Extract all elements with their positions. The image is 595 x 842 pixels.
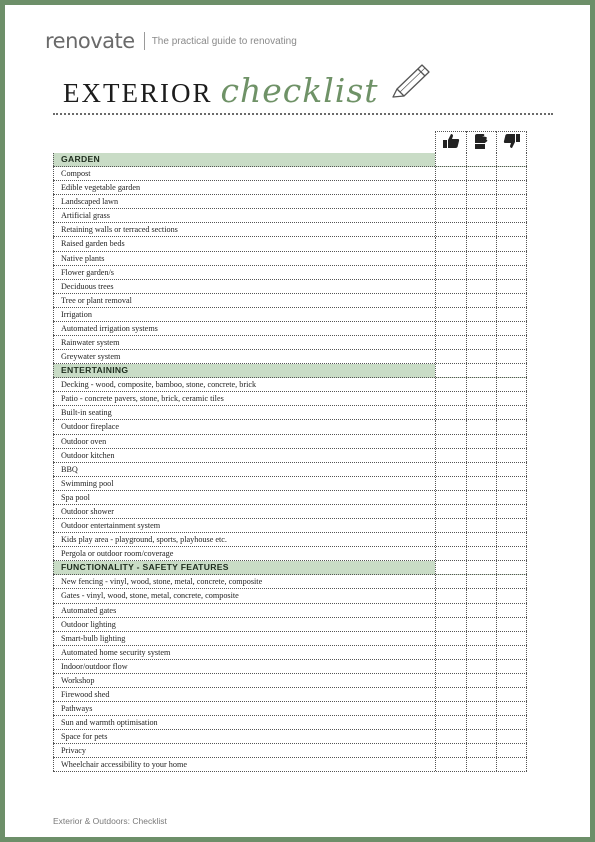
checklist-item-label: Swimming pool xyxy=(53,477,435,490)
thumbs-sideways-icon xyxy=(466,130,496,152)
checklist-row xyxy=(53,322,527,336)
rating-cell-yes[interactable] xyxy=(435,744,466,757)
rating-cell-maybe[interactable] xyxy=(466,491,497,504)
rating-cell-yes[interactable] xyxy=(435,618,466,631)
section-title: FUNCTIONALITY - SAFETY FEATURES xyxy=(53,561,435,574)
thumbs-down-icon xyxy=(497,130,527,152)
thumbs-up-icon xyxy=(436,130,466,152)
checklist-item-label: Automated irrigation systems xyxy=(53,322,435,335)
rating-cell-maybe[interactable] xyxy=(466,209,497,222)
rating-cell-no[interactable] xyxy=(496,167,527,180)
section-header xyxy=(53,364,527,378)
checklist-row xyxy=(53,716,527,730)
rating-cell-yes[interactable] xyxy=(435,181,466,194)
checklist-item-label: Edible vegetable garden xyxy=(53,181,435,194)
rating-cell-no[interactable] xyxy=(496,688,527,701)
checklist-item-label: Greywater system xyxy=(53,350,435,363)
rating-cell-maybe[interactable] xyxy=(466,392,497,405)
rating-cell-no[interactable] xyxy=(496,392,527,405)
rating-cell-maybe[interactable] xyxy=(466,688,497,701)
checklist-item-label: Kids play area - playground, sports, playhouse etc. xyxy=(53,533,435,546)
rating-cell-yes[interactable] xyxy=(435,336,466,349)
rating-cell-yes[interactable] xyxy=(435,350,466,363)
rating-cell-no[interactable] xyxy=(496,308,527,321)
checklist-row xyxy=(53,463,527,477)
rating-cell-no[interactable] xyxy=(496,632,527,645)
rating-cell-no[interactable] xyxy=(496,547,527,560)
rating-cell-maybe[interactable] xyxy=(466,449,497,462)
pencil-icon xyxy=(389,59,435,99)
rating-cell-yes[interactable] xyxy=(435,463,466,476)
rating-cell-maybe[interactable] xyxy=(466,547,497,560)
checklist-item-label: Outdoor entertainment system xyxy=(53,519,435,532)
rating-cell-no[interactable] xyxy=(496,758,527,771)
checklist-item-label: Pathways xyxy=(53,702,435,715)
checklist-item-label: Compost xyxy=(53,167,435,180)
rating-cell-no[interactable] xyxy=(496,589,527,602)
rating-cell-yes[interactable] xyxy=(435,688,466,701)
checklist-row xyxy=(53,435,527,449)
rating-cell-no[interactable] xyxy=(496,280,527,293)
section-blank-cell xyxy=(496,364,527,377)
checklist-item-label: Rainwater system xyxy=(53,336,435,349)
rating-cell-yes[interactable] xyxy=(435,477,466,490)
rating-cell-maybe[interactable] xyxy=(466,167,497,180)
section-blank-cell xyxy=(435,153,466,166)
rating-cell-yes[interactable] xyxy=(435,646,466,659)
rating-cell-yes[interactable] xyxy=(435,322,466,335)
rating-cell-yes[interactable] xyxy=(435,547,466,560)
checklist-item-label: Workshop xyxy=(53,674,435,687)
rating-cell-maybe[interactable] xyxy=(466,336,497,349)
checklist-item-label: Irrigation xyxy=(53,308,435,321)
checklist-row xyxy=(53,294,527,308)
rating-cell-no[interactable] xyxy=(496,266,527,279)
section-blank-cell xyxy=(466,153,497,166)
checklist-item-label: Automated home security system xyxy=(53,646,435,659)
rating-cell-yes[interactable] xyxy=(435,660,466,673)
checklist-item-label: Privacy xyxy=(53,744,435,757)
checklist-row xyxy=(53,660,527,674)
checklist-item-label: Pergola or outdoor room/coverage xyxy=(53,547,435,560)
rating-cell-maybe[interactable] xyxy=(466,435,497,448)
brand-divider xyxy=(144,32,145,50)
checklist-item-label: BBQ xyxy=(53,463,435,476)
rating-cell-no[interactable] xyxy=(496,294,527,307)
checklist-row xyxy=(53,237,527,251)
checklist-item-label: Deciduous trees xyxy=(53,280,435,293)
rating-cell-no[interactable] xyxy=(496,435,527,448)
rating-cell-maybe[interactable] xyxy=(466,181,497,194)
rating-cell-yes[interactable] xyxy=(435,533,466,546)
checklist-item-label: Tree or plant removal xyxy=(53,294,435,307)
rating-cell-yes[interactable] xyxy=(435,702,466,715)
checklist-row xyxy=(53,420,527,434)
checklist-row xyxy=(53,491,527,505)
rating-cell-yes[interactable] xyxy=(435,195,466,208)
rating-cell-yes[interactable] xyxy=(435,435,466,448)
rating-cell-yes[interactable] xyxy=(435,758,466,771)
rating-cell-maybe[interactable] xyxy=(466,533,497,546)
checklist-row xyxy=(53,252,527,266)
checklist-row xyxy=(53,392,527,406)
rating-cell-maybe[interactable] xyxy=(466,702,497,715)
checklist-row xyxy=(53,195,527,209)
rating-cell-yes[interactable] xyxy=(435,674,466,687)
checklist-row xyxy=(53,674,527,688)
checklist-item-label: Indoor/outdoor flow xyxy=(53,660,435,673)
rating-cell-no[interactable] xyxy=(496,477,527,490)
rating-cell-maybe[interactable] xyxy=(466,646,497,659)
rating-cell-no[interactable] xyxy=(496,252,527,265)
rating-cell-no[interactable] xyxy=(496,181,527,194)
rating-cell-no[interactable] xyxy=(496,716,527,729)
rating-cell-maybe[interactable] xyxy=(466,322,497,335)
rating-cell-no[interactable] xyxy=(496,195,527,208)
checklist-item-label: Outdoor lighting xyxy=(53,618,435,631)
rating-cell-maybe[interactable] xyxy=(466,237,497,250)
rating-cell-no[interactable] xyxy=(496,505,527,518)
rating-cell-maybe[interactable] xyxy=(466,266,497,279)
checklist-row xyxy=(53,223,527,237)
rating-cell-no[interactable] xyxy=(496,744,527,757)
checklist-row xyxy=(53,181,527,195)
checklist-row xyxy=(53,547,527,561)
rating-cell-maybe[interactable] xyxy=(466,294,497,307)
rating-cell-yes[interactable] xyxy=(435,449,466,462)
checklist-item-label: Outdoor oven xyxy=(53,435,435,448)
rating-cell-maybe[interactable] xyxy=(466,716,497,729)
checklist-row xyxy=(53,589,527,603)
section-title: GARDEN xyxy=(53,153,435,166)
rating-cell-maybe[interactable] xyxy=(466,744,497,757)
rating-cell-no[interactable] xyxy=(496,491,527,504)
section-blank-cell xyxy=(435,561,466,574)
section-header xyxy=(53,153,527,167)
rating-cell-yes[interactable] xyxy=(435,266,466,279)
rating-cell-no[interactable] xyxy=(496,702,527,715)
rating-cell-no[interactable] xyxy=(496,519,527,532)
checklist-item-label: Flower garden/s xyxy=(53,266,435,279)
rating-cell-no[interactable] xyxy=(496,646,527,659)
checklist-item-label: Decking - wood, composite, bamboo, stone, concrete, brick xyxy=(53,378,435,391)
brand-header xyxy=(45,29,297,53)
section-blank-cell xyxy=(496,153,527,166)
rating-cell-no[interactable] xyxy=(496,604,527,617)
checklist-row xyxy=(53,533,527,547)
brand-tagline: The practical guide to renovating xyxy=(151,35,297,47)
title-script: checklist xyxy=(220,71,379,110)
rating-cell-maybe[interactable] xyxy=(466,477,497,490)
rating-cell-no[interactable] xyxy=(496,378,527,391)
checklist-row xyxy=(53,477,527,491)
rating-cell-maybe[interactable] xyxy=(466,195,497,208)
checklist-item-label: Smart-bulb lighting xyxy=(53,632,435,645)
rating-cell-no[interactable] xyxy=(496,618,527,631)
checklist-row xyxy=(53,730,527,744)
rating-cell-no[interactable] xyxy=(496,223,527,236)
checklist-item-label: Landscaped lawn xyxy=(53,195,435,208)
checklist-row xyxy=(53,618,527,632)
checklist-row xyxy=(53,505,527,519)
checklist-item-label: Spa pool xyxy=(53,491,435,504)
checklist-row xyxy=(53,336,527,350)
checklist-row xyxy=(53,449,527,463)
checklist-row xyxy=(53,702,527,716)
checklist-row xyxy=(53,604,527,618)
rating-cell-yes[interactable] xyxy=(435,378,466,391)
rating-cell-yes[interactable] xyxy=(435,604,466,617)
checklist-item-label: Space for pets xyxy=(53,730,435,743)
rating-cell-maybe[interactable] xyxy=(466,280,497,293)
rating-cell-yes[interactable] xyxy=(435,406,466,419)
checklist-item-label: Outdoor shower xyxy=(53,505,435,518)
checklist-row xyxy=(53,406,527,420)
title-divider xyxy=(53,113,553,115)
rating-cell-no[interactable] xyxy=(496,420,527,433)
rating-cell-maybe[interactable] xyxy=(466,758,497,771)
rating-cell-yes[interactable] xyxy=(435,491,466,504)
rating-cell-no[interactable] xyxy=(496,533,527,546)
rating-cell-yes[interactable] xyxy=(435,505,466,518)
checklist-item-label: Retaining walls or terraced sections xyxy=(53,223,435,236)
checklist-item-label: Patio - concrete pavers, stone, brick, ceramic tiles xyxy=(53,392,435,405)
checklist-table xyxy=(53,153,527,772)
rating-cell-no[interactable] xyxy=(496,350,527,363)
rating-cell-maybe[interactable] xyxy=(466,660,497,673)
rating-cell-no[interactable] xyxy=(496,730,527,743)
rating-cell-yes[interactable] xyxy=(435,237,466,250)
rating-cell-yes[interactable] xyxy=(435,716,466,729)
rating-cell-maybe[interactable] xyxy=(466,589,497,602)
checklist-item-label: Artificial grass xyxy=(53,209,435,222)
rating-cell-maybe[interactable] xyxy=(466,730,497,743)
checklist-row xyxy=(53,758,527,772)
rating-cell-no[interactable] xyxy=(496,449,527,462)
brand-logo: renovate xyxy=(45,29,135,53)
rating-cell-maybe[interactable] xyxy=(466,420,497,433)
rating-cell-yes[interactable] xyxy=(435,308,466,321)
checklist-item-label: Outdoor kitchen xyxy=(53,449,435,462)
checklist-row xyxy=(53,280,527,294)
checklist-item-label: Native plants xyxy=(53,252,435,265)
section-blank-cell xyxy=(435,364,466,377)
checklist-row xyxy=(53,632,527,646)
rating-cell-yes[interactable] xyxy=(435,209,466,222)
checklist-item-label: Built-in seating xyxy=(53,406,435,419)
rating-cell-yes[interactable] xyxy=(435,223,466,236)
section-header xyxy=(53,561,527,575)
checklist-item-label: Sun and warmth optimisation xyxy=(53,716,435,729)
section-blank-cell xyxy=(466,561,497,574)
checklist-row xyxy=(53,688,527,702)
rating-cell-maybe[interactable] xyxy=(466,252,497,265)
rating-cell-yes[interactable] xyxy=(435,632,466,645)
checklist-row xyxy=(53,266,527,280)
page-footer: Exterior & Outdoors: Checklist xyxy=(53,816,167,826)
rating-cell-maybe[interactable] xyxy=(466,350,497,363)
rating-cell-no[interactable] xyxy=(496,575,527,588)
rating-cell-maybe[interactable] xyxy=(466,378,497,391)
rating-cell-maybe[interactable] xyxy=(466,519,497,532)
checklist-item-label: Automated gates xyxy=(53,604,435,617)
rating-cell-yes[interactable] xyxy=(435,294,466,307)
rating-cell-yes[interactable] xyxy=(435,730,466,743)
rating-cell-yes[interactable] xyxy=(435,519,466,532)
section-blank-cell xyxy=(496,561,527,574)
rating-cell-maybe[interactable] xyxy=(466,674,497,687)
rating-cell-no[interactable] xyxy=(496,237,527,250)
checklist-row xyxy=(53,575,527,589)
checklist-row xyxy=(53,350,527,364)
rating-cell-no[interactable] xyxy=(496,209,527,222)
rating-cell-yes[interactable] xyxy=(435,392,466,405)
checklist-row xyxy=(53,209,527,223)
rating-cell-yes[interactable] xyxy=(435,167,466,180)
rating-cell-maybe[interactable] xyxy=(466,223,497,236)
section-blank-cell xyxy=(466,364,497,377)
rating-cell-maybe[interactable] xyxy=(466,618,497,631)
checklist-item-label: Raised garden beds xyxy=(53,237,435,250)
checklist-item-label: Firewood shed xyxy=(53,688,435,701)
rating-cell-yes[interactable] xyxy=(435,420,466,433)
title-main: EXTERIOR xyxy=(63,78,213,108)
rating-cell-maybe[interactable] xyxy=(466,575,497,588)
checklist-row xyxy=(53,378,527,392)
rating-cell-no[interactable] xyxy=(496,336,527,349)
checklist-row xyxy=(53,519,527,533)
rating-cell-maybe[interactable] xyxy=(466,463,497,476)
page-title xyxy=(63,71,379,110)
rating-cell-yes[interactable] xyxy=(435,252,466,265)
section-title: ENTERTAINING xyxy=(53,364,435,377)
checklist-item-label: Gates - vinyl, wood, stone, metal, concrete, composite xyxy=(53,589,435,602)
rating-cell-no[interactable] xyxy=(496,674,527,687)
checklist-item-label: Wheelchair accessibility to your home xyxy=(53,758,435,771)
rating-cell-maybe[interactable] xyxy=(466,632,497,645)
rating-cell-no[interactable] xyxy=(496,406,527,419)
rating-cell-maybe[interactable] xyxy=(466,406,497,419)
rating-cell-yes[interactable] xyxy=(435,280,466,293)
checklist-row xyxy=(53,167,527,181)
rating-cell-maybe[interactable] xyxy=(466,505,497,518)
rating-cell-yes[interactable] xyxy=(435,575,466,588)
rating-cell-no[interactable] xyxy=(496,463,527,476)
rating-cell-no[interactable] xyxy=(496,322,527,335)
checklist-row xyxy=(53,744,527,758)
checklist-item-label: New fencing - vinyl, wood, stone, metal, concrete, composite xyxy=(53,575,435,588)
rating-cell-maybe[interactable] xyxy=(466,604,497,617)
checklist-row xyxy=(53,646,527,660)
rating-cell-no[interactable] xyxy=(496,660,527,673)
checklist-row xyxy=(53,308,527,322)
rating-cell-yes[interactable] xyxy=(435,589,466,602)
checklist-item-label: Outdoor fireplace xyxy=(53,420,435,433)
rating-cell-maybe[interactable] xyxy=(466,308,497,321)
